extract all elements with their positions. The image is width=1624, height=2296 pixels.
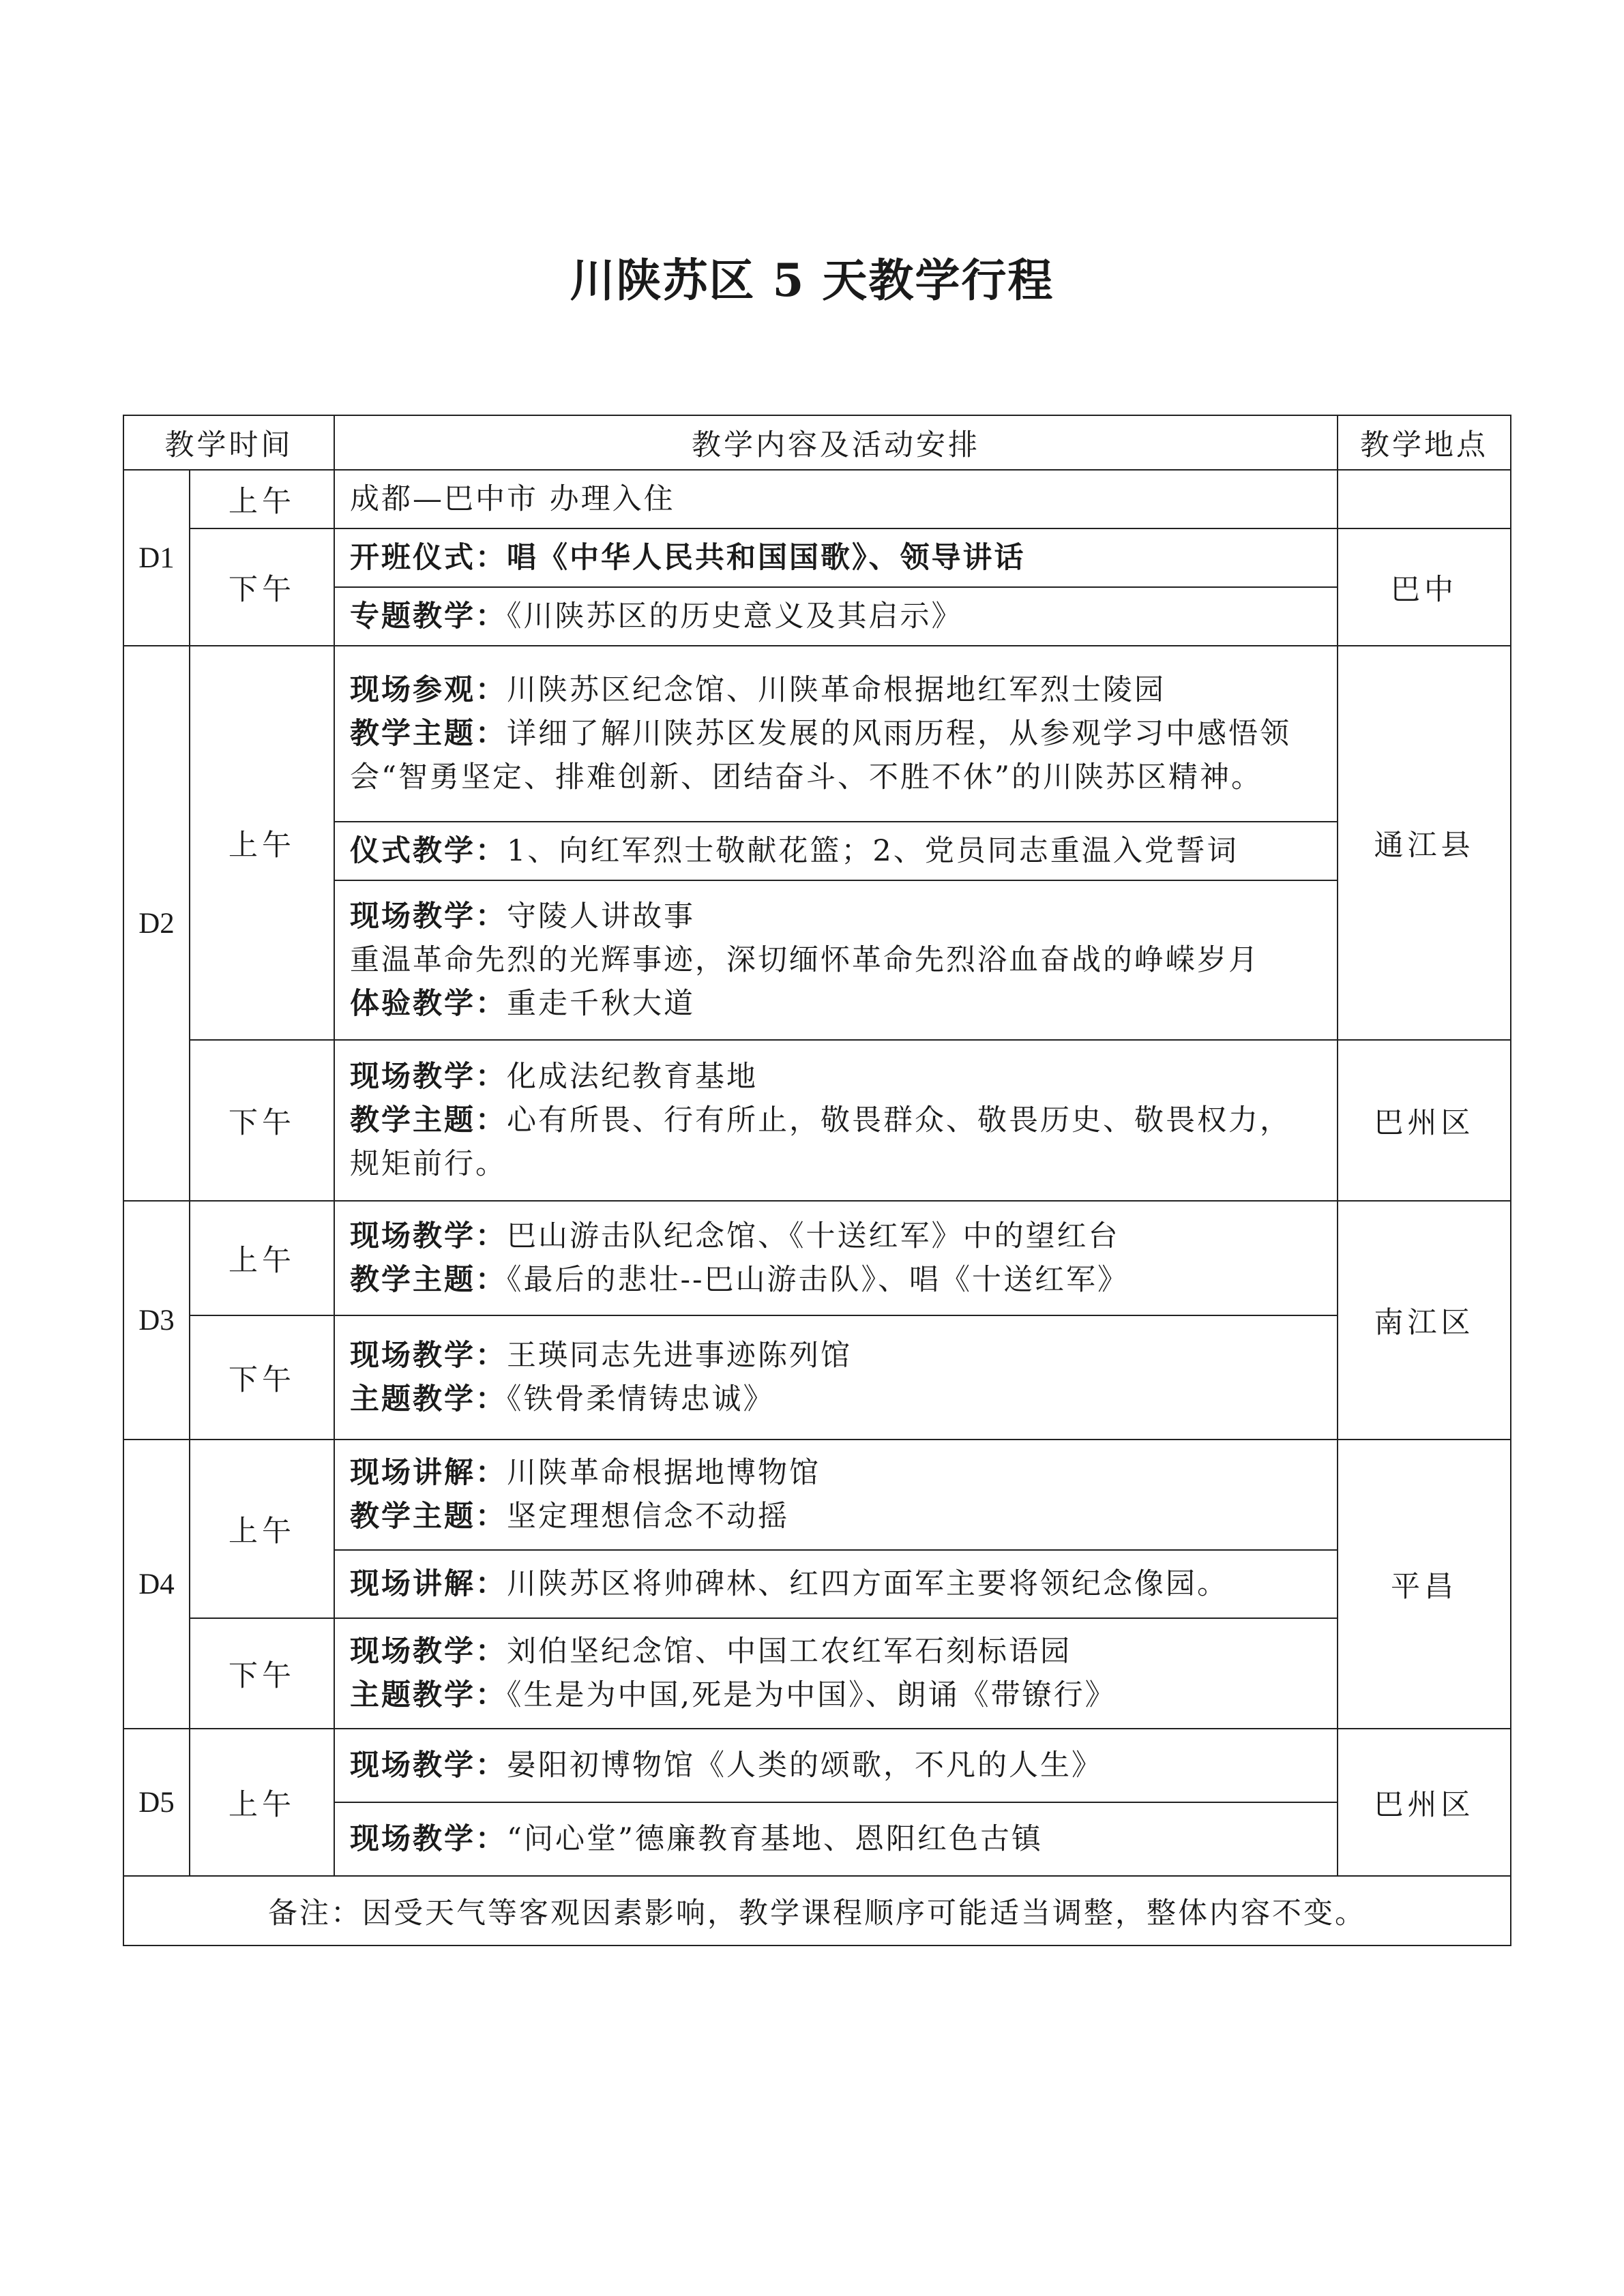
header-row [123, 415, 1511, 470]
content-text: 坚定理想信念不动摇 [507, 1500, 789, 1534]
half-day-cell: 上午 [190, 1201, 334, 1315]
content-cell [334, 1201, 1338, 1315]
table-row [123, 1729, 1511, 1802]
table-row [123, 1440, 1511, 1550]
content-cell [334, 528, 1338, 587]
table-row [123, 470, 1511, 528]
content-line [350, 1055, 1322, 1099]
content-cell [334, 1618, 1338, 1729]
content-line [350, 712, 1322, 799]
content-label: 教学主题： [350, 717, 507, 751]
content-text: 晏阳初博物馆《人类的颂歌，不凡的人生》 [507, 1748, 1103, 1783]
content-cell [334, 470, 1338, 528]
content-cell [334, 587, 1338, 646]
content-line [350, 1630, 1322, 1673]
table-row [123, 1618, 1511, 1729]
content-text: 川陕苏区将帅碑林、红四方面军主要将领纪念像园。 [507, 1567, 1228, 1601]
header-content: 教学内容及活动安排 [334, 415, 1338, 470]
content-text: 详细了解川陕苏区发展的风雨历程，从参观学习中感悟领会“智勇坚定、排难创新、团结奋斗、不胜不休”的川陕苏区精神。 [350, 717, 1291, 794]
content-label: 体验教学： [350, 987, 507, 1021]
content-line [350, 1258, 1322, 1302]
content-label: 开班仪式： [350, 541, 507, 575]
content-cell [334, 1802, 1338, 1876]
location-cell: 巴州区 [1338, 1729, 1511, 1876]
content-text: 《铁骨柔情铸忠诚》 [507, 1382, 775, 1416]
content-line [350, 1495, 1322, 1538]
location-cell: 巴中 [1338, 528, 1511, 646]
content-label: 主题教学： [350, 1678, 507, 1712]
table-row [123, 1040, 1511, 1201]
table-row [123, 1315, 1511, 1440]
note-text: 备注：因受天气等客观因素影响，教学课程顺序可能适当调整，整体内容不变。 [123, 1876, 1511, 1945]
half-day-cell: 下午 [190, 1618, 334, 1729]
content-text: 心有所畏、行有所止，敬畏群众、敬畏历史、敬畏权力，规矩前行。 [350, 1103, 1291, 1181]
content-label: 现场教学： [350, 1822, 507, 1856]
content-label: 现场讲解： [350, 1567, 507, 1601]
content-label: 现场教学： [350, 1635, 507, 1669]
header-time: 教学时间 [123, 415, 334, 470]
content-label: 现场讲解： [350, 1456, 507, 1490]
location-cell-empty [1338, 470, 1511, 528]
header-location: 教学地点 [1338, 415, 1511, 470]
content-label: 教学主题： [350, 1263, 507, 1297]
location-cell: 平昌 [1338, 1440, 1511, 1729]
content-text: 唱《中华人民共和国国歌》、领导讲话 [507, 541, 1026, 575]
content-label: 主题教学： [350, 1382, 507, 1416]
content-cell [334, 822, 1338, 880]
content-text: 1、向红军烈士敬献花篮；2、党员同志重温入党誓词 [507, 834, 1239, 868]
content-label: 现场教学： [350, 1339, 507, 1373]
content-line [350, 1377, 1322, 1421]
content-text: 王瑛同志先进事迹陈列馆 [507, 1339, 852, 1373]
content-cell [334, 1729, 1338, 1802]
half-day-cell: 上午 [190, 470, 334, 528]
content-label: 专题教学： [350, 599, 507, 633]
content-label: 现场教学： [350, 1219, 507, 1253]
content-label: 教学主题： [350, 1500, 507, 1534]
content-text: 重走千秋大道 [507, 987, 695, 1021]
content-text: 守陵人讲故事 [507, 899, 695, 934]
day-cell: D3 [123, 1201, 190, 1440]
half-day-cell: 下午 [190, 1040, 334, 1201]
location-cell: 巴州区 [1338, 1040, 1511, 1201]
content-label: 教学主题： [350, 1103, 507, 1137]
content-text: 《最后的悲壮--巴山游击队》、唱《十送红军》 [507, 1263, 1130, 1297]
day-cell: D1 [123, 470, 190, 646]
table-row [123, 528, 1511, 587]
content-cell [334, 1440, 1338, 1550]
content-label: 仪式教学： [350, 834, 507, 868]
content-line [350, 668, 1322, 712]
content-text: 《川陕苏区的历史意义及其启示》 [507, 599, 963, 633]
content-line [350, 1673, 1322, 1717]
content-cell [334, 1550, 1338, 1618]
content-cell [334, 880, 1338, 1040]
day-cell: D2 [123, 646, 190, 1201]
half-day-cell: 下午 [190, 528, 334, 646]
half-day-cell: 上午 [190, 1729, 334, 1876]
page-title: 川陕苏区 5 天教学行程 [570, 254, 1054, 307]
schedule-table [123, 415, 1511, 1946]
day-cell: D5 [123, 1729, 190, 1876]
table-row [123, 646, 1511, 822]
content-label: 现场参观： [350, 673, 507, 707]
content-label: 现场教学： [350, 1060, 507, 1094]
location-cell: 南江区 [1338, 1201, 1511, 1440]
content-cell [334, 1040, 1338, 1201]
content-cell [334, 646, 1338, 822]
half-day-cell: 上午 [190, 646, 334, 1040]
content-line [350, 1451, 1322, 1495]
content-line [350, 895, 1322, 938]
content-line [350, 1099, 1322, 1186]
day-cell: D4 [123, 1440, 190, 1729]
half-day-cell: 下午 [190, 1315, 334, 1440]
content-text: 巴山游击队纪念馆、《十送红军》中的望红台 [507, 1219, 1120, 1253]
content-line: 重温革命先烈的光辉事迹，深切缅怀革命先烈浴血奋战的峥嵘岁月 [350, 943, 1260, 977]
location-cell: 通江县 [1338, 646, 1511, 1040]
content-label: 现场教学： [350, 1748, 507, 1783]
content-text: 刘伯坚纪念馆、中国工农红军石刻标语园 [507, 1635, 1072, 1669]
content-label: 现场教学： [350, 899, 507, 934]
half-day-cell: 上午 [190, 1440, 334, 1618]
note-row [123, 1876, 1511, 1945]
content-text: 川陕苏区纪念馆、川陕革命根据地红军烈士陵园 [507, 673, 1166, 707]
content-text: “问心堂”德廉教育基地、恩阳红色古镇 [507, 1822, 1043, 1856]
content-text: 川陕革命根据地博物馆 [507, 1456, 821, 1490]
content-line [350, 982, 1322, 1026]
content-text: 化成法纪教育基地 [507, 1060, 758, 1094]
content-text: 《生是为中国,死是为中国》、朗诵《带镣行》 [507, 1678, 1117, 1712]
content-line [350, 1214, 1322, 1258]
content-text: 成都—巴中市 办理入住 [350, 482, 675, 516]
content-line [350, 1334, 1322, 1377]
content-cell [334, 1315, 1338, 1440]
table-row [123, 1201, 1511, 1315]
